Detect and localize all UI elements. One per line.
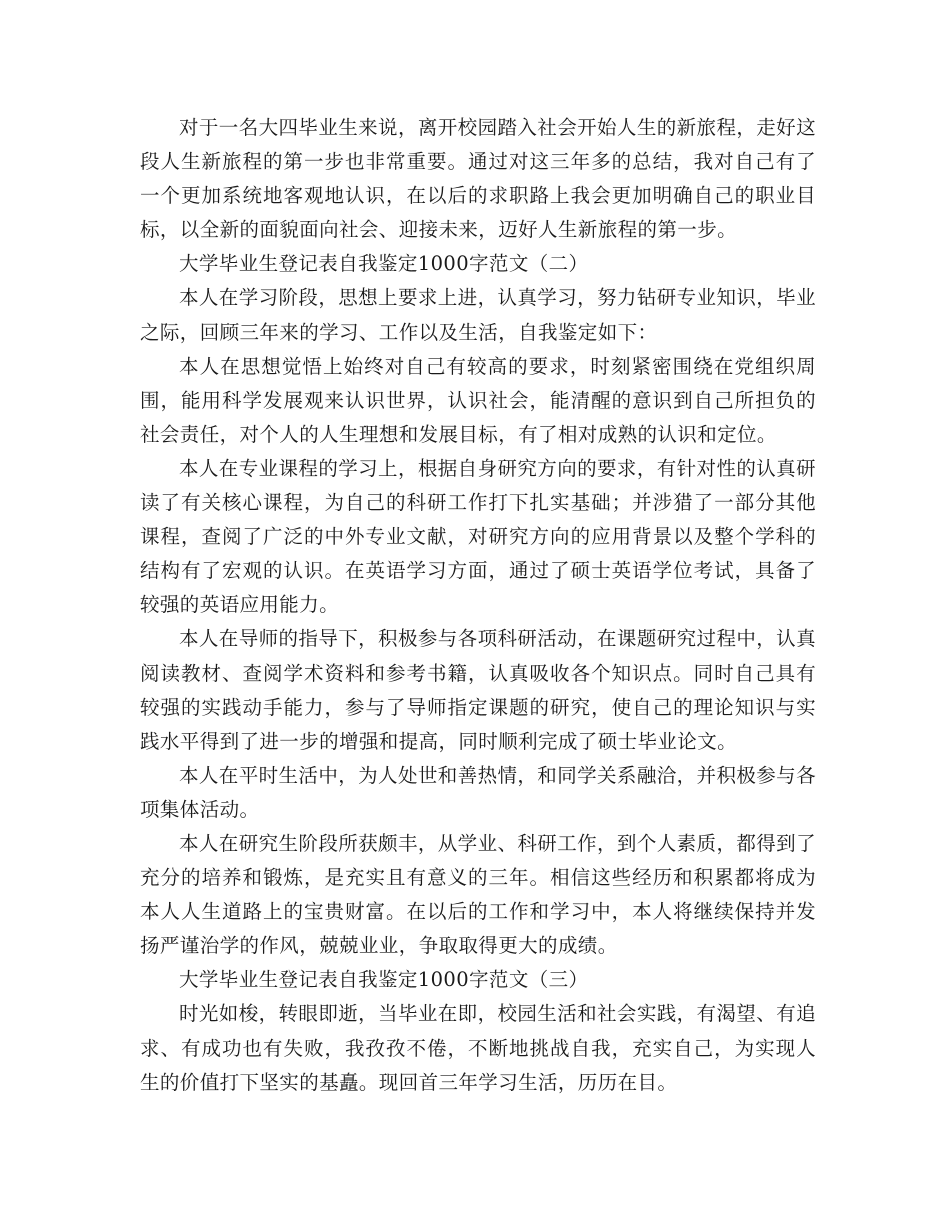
paragraph-summary: 本人在研究生阶段所获颇丰，从学业、科研工作，到个人素质，都得到了充分的培养和锻炼，是充实且有意义的三年。相信这些经历和积累都将成为本人人生道路上的宝贵财富。在以后的工作和学习中，本人将继续保持并发扬严谨治学的作风，兢兢业业，争取取得更大的成绩。 xyxy=(140,831,816,958)
paragraph-section3-intro: 时光如梭，转眼即逝，当毕业在即，校园生活和社会实践，有渴望、有追求、有成功也有失败，我孜孜不倦，不断地挑战自我，充实自己，为实现人生的价值打下坚实的基矗。现回首三年学习生活，历历在目。 xyxy=(140,1002,816,1094)
paragraph-life: 本人在平时生活中，为人处世和善热情，和同学关系融洽，并积极参与各项集体活动。 xyxy=(140,763,816,821)
section-heading-2: 大学毕业生登记表自我鉴定1000字范文（二） xyxy=(179,252,589,276)
paragraph-ideology: 本人在思想觉悟上始终对自己有较高的要求，时刻紧密围绕在党组织周围，能用科学发展观来认识世界，认识社会，能清醒的意识到自己所担负的社会责任，对个人的人生理想和发展目标，有了相对成熟的认识和定位。 xyxy=(140,354,816,446)
paragraph-intro-conclusion: 对于一名大四毕业生来说，离开校园踏入社会开始人生的新旅程，走好这段人生新旅程的第一步也非常重要。通过对这三年多的总结，我对自己有了一个更加系统地客观地认识，在以后的求职路上我会更加明确自己的职业目标，以全新的面貌面向社会、迎接未来，迈好人生新旅程的第一步。 xyxy=(140,116,816,242)
document-body xyxy=(140,111,816,1100)
paragraph-study: 本人在专业课程的学习上，根据自身研究方向的要求，有针对性的认真研读了有关核心课程，为自己的科研工作打下扎实基础；并涉猎了一部分其他课程，查阅了广泛的中外专业文献，对研究方向的应用背景以及整个学科的结构有了宏观的认识。在英语学习方面，通过了硕士英语学位考试，具备了较强的英语应用能力。 xyxy=(140,456,816,617)
section-heading-3: 大学毕业生登记表自我鉴定1000字范文（三） xyxy=(179,968,589,992)
paragraph-overview: 本人在学习阶段，思想上要求上进，认真学习，努力钻研专业知识，毕业之际，回顾三年来的学习、工作以及生活，自我鉴定如下： xyxy=(140,286,816,344)
paragraph-research: 本人在导师的指导下，积极参与各项科研活动，在课题研究过程中，认真阅读教材、查阅学术资料和参考书籍，认真吸收各个知识点。同时自己具有较强的实践动手能力，参与了导师指定课题的研究，使自己的理论知识与实践水平得到了进一步的增强和提高，同时顺利完成了硕士毕业论文。 xyxy=(140,627,816,753)
